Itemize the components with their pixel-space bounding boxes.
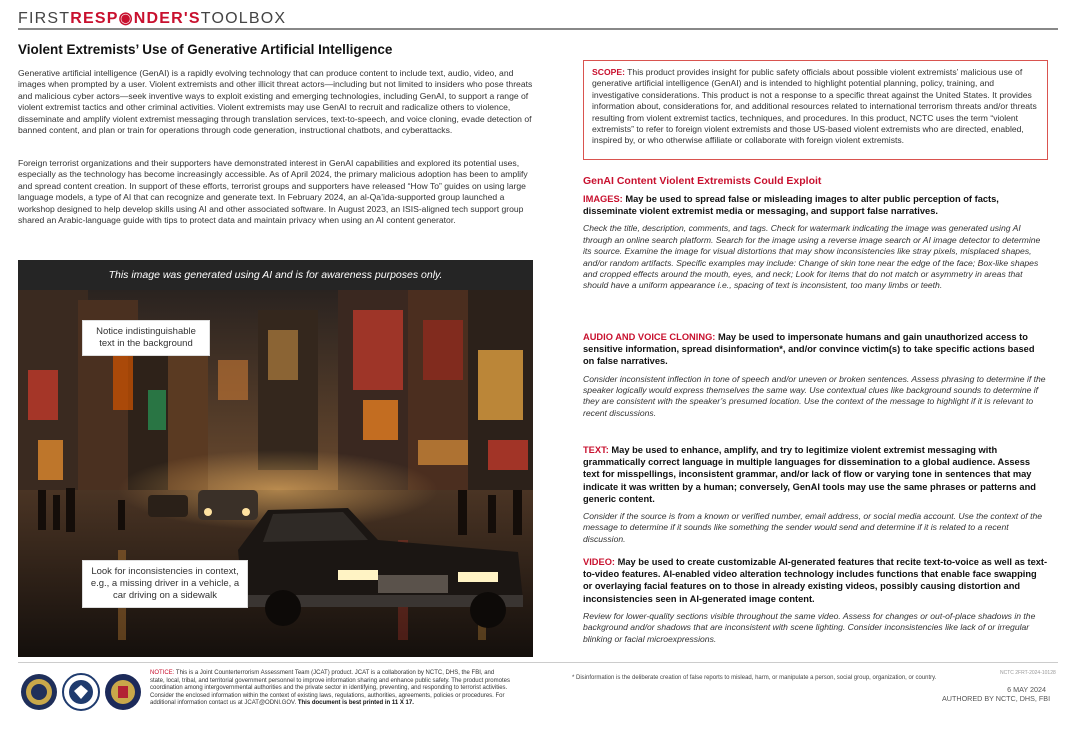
item-video-key: VIDEO:	[583, 557, 616, 567]
document-title: Violent Extremists’ Use of Generative Artificial Intelligence	[18, 42, 393, 57]
item-images	[583, 193, 1048, 292]
document-id: NCTC 2FRT-2024-10128	[1000, 670, 1056, 676]
item-audio	[583, 331, 1048, 419]
item-video-heading	[583, 556, 1048, 605]
header-divider	[18, 28, 1058, 30]
item-text	[583, 444, 1048, 545]
brand-logo	[18, 8, 286, 28]
callout-background-text: Notice indistinguishable text in the background	[82, 320, 210, 356]
item-audio-key: AUDIO AND VOICE CLONING:	[583, 332, 716, 342]
notice-label: NOTICE:	[150, 670, 175, 676]
item-video-head: May be used to create customizable AI-generated features that recite text-to-voice as well as text-to-video features. AI-enabled video alteration technology includes functions that enable face swapping or overlaying facial features on to those in already existing videos, possibly causing distortion and inconsistencies seen in AI-generated image content.	[583, 557, 1048, 604]
footnote-disinformation: * Disinformation is the deliberate creation of false reports to mislead, harm, or manipulate a person, social group, organization, or country.	[572, 675, 937, 681]
brand-part-3: NDER'S	[133, 10, 201, 27]
footer-divider	[18, 662, 1058, 663]
notice-text	[150, 670, 510, 708]
item-text-heading	[583, 444, 1048, 505]
dhs-seal-icon	[62, 673, 100, 711]
nctc-seal-icon	[20, 673, 58, 711]
scope-text: This product provides insight for public safety officials about possible violent extremists’ malicious use of generative artificial intelligence (GenAI) and is intended to highlight potential planning, policy, training, and investigative considerations. This product is not a response to a specific threat against the United States. It provides information about, considerations for, and additional resources related to international terrorism threats and/or threats resulting from violent extremist tactics, techniques, and procedures. In this product, NCTC uses the term “violent extremists” to refer to foreign violent extremists and those US-based violent extremists who are directed, enabled, inspired by, or who otherwise affiliate or collaborate with foreign violent extremists.	[592, 67, 1037, 146]
notice-body: This is a Joint Counterterrorism Assessment Team (JCAT) product. JCAT is a collaboration by NCTC, DHS, the FBI, and state, local, tribal, and territorial government personnel to improve information sharing and enhance public safety. The product promotes coordination among intergovernmental authorities and the private sector in identifying, preventing, and responding to terrorist activities. Consider the enclosed information within the context of existing laws, regulations, authorities, agreements, policies or procedures. For additional information contact us at JCAT@ODNI.GOV.	[150, 670, 510, 707]
image-caption: This image was generated using AI and is for awareness purposes only.	[18, 260, 533, 290]
item-images-head: May be used to spread false or misleading images to alter public perception of facts, disseminate violent extremist media or messaging, and support false narratives.	[583, 194, 999, 217]
section-heading: GenAI Content Violent Extremists Could Exploit	[583, 175, 822, 187]
brand-part-1: FIRST	[18, 10, 71, 27]
item-images-body: Check the title, description, comments, and tags. Check for watermark indicating the image was generated using AI through an online search platform. Search for the image using a reverse image search or AI image detector to determine its source. Examine the image for visual distortions that may show inconsistencies like stray pixels, misplaced shapes, and/or random artifacts. Specific examples may include: Change of skin tone near the edge of the face; Box-like shapes and cropped effects around the mouth, eyes, and neck; Look for items that do not match or asymmetry in areas that should have a uniform appearance i.e., spacing of text is inconsistent, too many limbs or teeth.	[583, 223, 1041, 291]
intro-paragraph-2: Foreign terrorist organizations and their supporters have demonstrated interest in GenAI capabilities and explored its potential uses, especially as the technology has become increasingly accessible. As of April 2024, the primary malicious adoption has been to amplify and spread content creation. In support of these efforts, terrorist groups and supporters have released “How To” guides on using large language models, a type of AI that can recognize and generate text. In February 2024, an al-Qa’ida-supported group launched a workshop designed to help develop skills using AI and other associated software. In August 2023, an ISIS-aligned tech support group shared an Arabic-language guide with tips to protect data and maintain privacy when using an AI content generator.	[18, 158, 528, 226]
brand-part-2: RESP	[70, 10, 119, 27]
document-date: 6 MAY 2024	[1007, 685, 1046, 694]
ai-generated-image	[18, 260, 533, 657]
item-images-heading	[583, 193, 1048, 217]
authored-by: AUTHORED BY NCTC, DHS, FBI	[942, 694, 1051, 703]
brand-part-4: TOOLBOX	[200, 10, 287, 27]
item-images-key: IMAGES:	[583, 194, 623, 204]
item-audio-heading	[583, 331, 1048, 368]
scope-label: SCOPE:	[592, 67, 625, 77]
notice-print-note: This document is best printed in 11 X 17.	[297, 700, 414, 707]
callout-context-inconsistencies: Look for inconsistencies in context, e.g., a missing driver in a vehicle, a car driving on a sidewalk	[82, 560, 248, 608]
brand-o-icon: ◉	[118, 10, 134, 27]
item-text-body: Consider if the source is from a known or verified number, email address, or social media account. Use the context of the message to determine if it sounds like something the sender would send and determine if it is related to a recent discussion.	[583, 511, 1043, 544]
item-audio-body: Consider inconsistent inflection in tone of speech and/or uneven or broken sentences. Assess phrasing to determine if the speaker logically would express themselves the same way. Use contextual clues like background sounds to determine if they are consistent with the speaker’s presumed location. Use the context of the message to highlight if it is relevant to recent discussions.	[583, 373, 1046, 418]
intro-paragraph-1: Generative artificial intelligence (GenAI) is a rapidly evolving technology that can produce content to include text, audio, video, and images when prompted by a user. Violent extremists and other illicit threat actors—including but not limited to insiders who pose threats and malicious cyber actors—seek inventive ways to exploit existing and emerging technologies, including GenAI, to support a range of violent extremist tactics and other criminal activities. Violent extremists may use GenAI to recruit and radicalize others to violence, disseminate and amplify violent extremist messaging through translation services, text-to-speech, and voice cloning, evade detection of banned content, and plan or train for operations through code generation, instructional chatbots, and cyberattacks.	[18, 68, 533, 136]
scope-box	[583, 60, 1048, 160]
item-video	[583, 556, 1048, 645]
item-video-body: Review for lower-quality sections visible throughout the same video. Assess for changes or out-of-place shadows in the background and/or shadows that are inconsistent with scene lighting. Consider inconsistencies like lack of or irregular blinking or facial microexpressions.	[583, 610, 1036, 644]
item-audio-head: May be used to impersonate humans and gain unauthorized access to sensitive information, spread disinformation*, and/or convince victim(s) to take specific actions based on false narratives.	[583, 332, 1035, 367]
item-text-key: TEXT:	[583, 445, 609, 455]
fbi-seal-icon	[104, 673, 142, 711]
item-text-head: May be used to enhance, amplify, and try to legitimize violent extremist messaging with grammatically correct language in multiple languages for dissemination to a global audience. Assess text for misspellings, inconsistent grammar, and/or lack of flow or varying tone in sentences that may indicate it was written by a human; conversely, GenAI tools may use the same phrases or patterns and generic content.	[583, 445, 1036, 504]
